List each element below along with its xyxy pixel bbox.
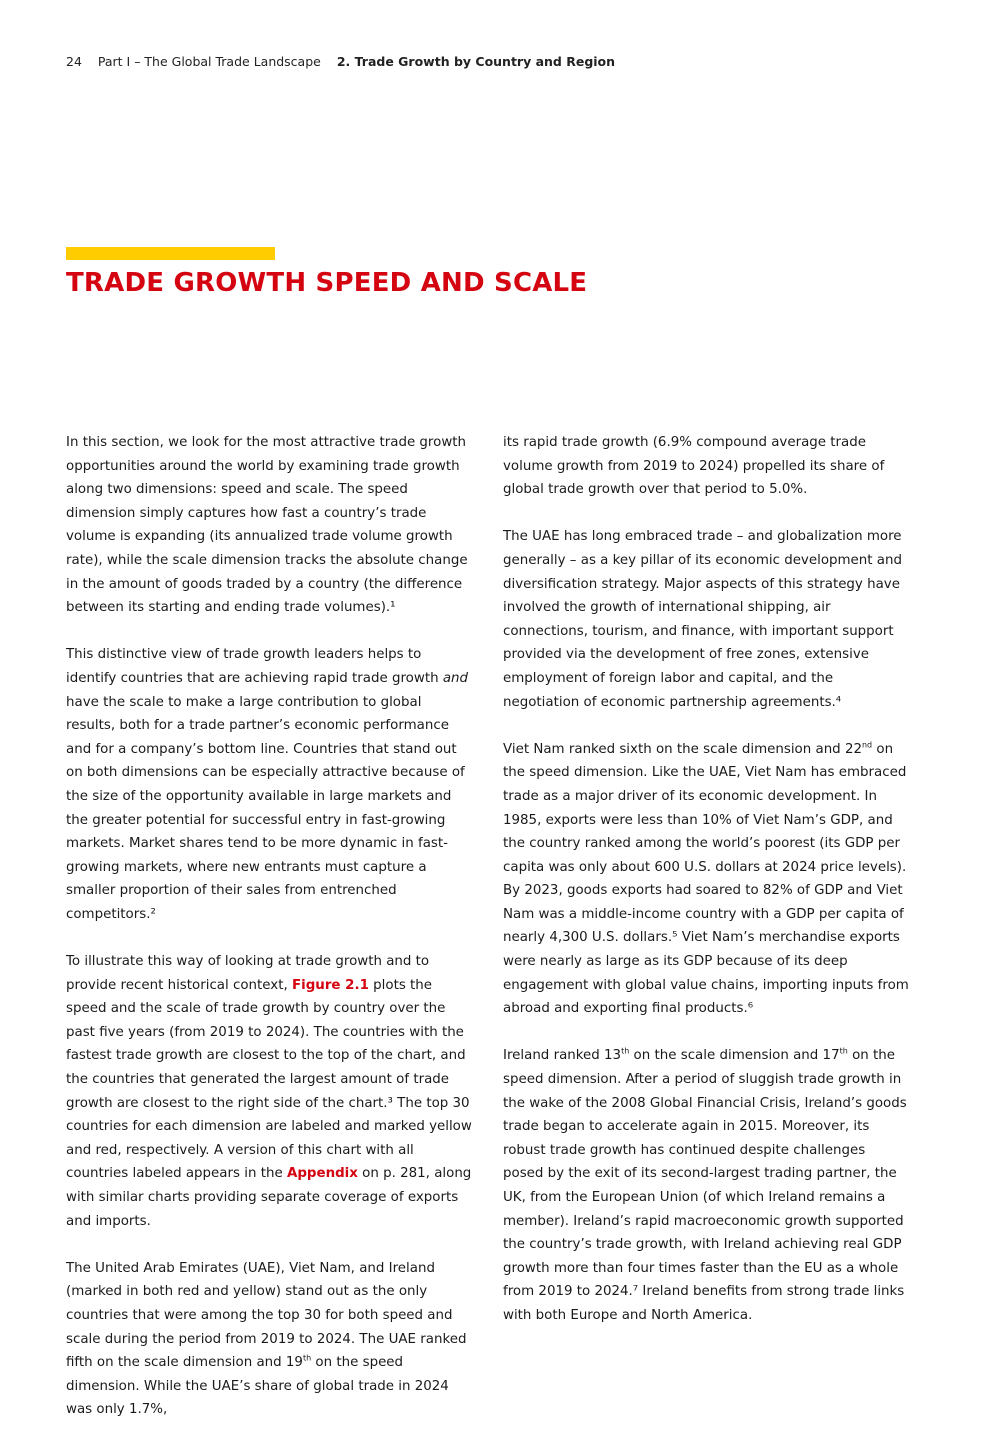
left-column xyxy=(66,431,472,1446)
emphasis-and: and xyxy=(442,670,469,686)
paragraph-uae-start: The United Arab Emirates (UAE), Viet Nam, and Ireland (marked in both red and yellow) stand out as the only countries that were among the top 30 for both speed and scale during the period from 2019 to 2024. The UAE ranked fifth on the scale dimension and 19th on the speed dimension. While the UAE’s share of global trade in 2024 was only 1.7%, xyxy=(66,1260,467,1418)
appendix-link[interactable]: Appendix xyxy=(286,1166,358,1182)
paragraph-ireland: Ireland ranked 13th on the scale dimension and 17th on the speed dimension. After a period of sluggish trade growth in the wake of the 2008 Global Financial Crisis, Ireland’s goods trade began to accelerate again in 2015. Moreover, its robust trade growth has continued despite challenges posed by the exit of its second-largest trading partner, the UK, from the European Union (of which Ireland remains a member). Ireland’s rapid macroeconomic growth supported the country’s trade growth, with Ireland achieving real GDP growth more than four times faster than the EU as a whole from 2019 to 2024.⁷ Ireland benefits from strong trade links with both Europe and North America. xyxy=(503,1046,907,1323)
section-title: TRADE GROWTH SPEED AND SCALE xyxy=(66,268,588,298)
paragraph-leaders: This distinctive view of trade growth leaders helps to identify countries that are achieving rapid trade growth and have the scale to make a large contribution to global results, both for a trade partner’s economic performance and for a company’s bottom line. Countries that stand out on both dimensions can be especially attractive because of the size of the opportunity available in large markets and the greater potential for successful entry in fast-growing markets. Market shares tend to be more dynamic in fast-growing markets, where new entrants must capture a smaller proportion of their sales from entrenched competitors.² xyxy=(66,647,469,922)
figure-2-1-link[interactable]: Figure 2.1 xyxy=(291,977,369,993)
part-label: Part I – The Global Trade Landscape xyxy=(97,54,321,69)
chapter-label: 2. Trade Growth by Country and Region xyxy=(336,54,616,69)
page-number: 24 xyxy=(66,54,82,69)
paragraph-figure-ref: To illustrate this way of looking at trade growth and to provide recent historical context, Figure 2.1 plots the speed and the scale of trade growth by country over the past five years (from 2019 to 2024). The countries with the fastest trade growth are closest to the top of the chart, and the countries that generated the largest amount of trade growth are closest to the right side of the chart.³ The top 30 countries for each dimension are labeled and marked yellow and red, respectively. A version of this chart with all countries labeled appears in the Appendix on p. 281, along with similar charts providing separate coverage of exports and imports. xyxy=(66,954,472,1229)
title-accent-bar xyxy=(66,247,275,260)
running-header xyxy=(66,54,615,69)
right-column xyxy=(503,431,909,1351)
paragraph-intro: In this section, we look for the most attractive trade growth opportunities around the world by examining trade growth along two dimensions: speed and scale. The speed dimension simply captures how fast a country’s trade volume is expanding (its annualized trade volume growth rate), while the scale dimension tracks the absolute change in the amount of goods traded by a country (the difference between its starting and ending trade volumes).¹ xyxy=(66,435,468,616)
paragraph-uae-strategy: The UAE has long embraced trade – and globalization more generally – as a key pillar of its economic development and diversification strategy. Major aspects of this strategy have involved the growth of international shipping, air connections, tourism, and finance, with important support provided via the development of free zones, extensive employment of foreign labor and capital, and the negotiation of economic partnership agreements.⁴ xyxy=(503,529,902,710)
paragraph-uae-cont: its rapid trade growth (6.9% compound average trade volume growth from 2019 to 2024) propelled its share of global trade growth over that period to 5.0%. xyxy=(503,435,885,498)
paragraph-viet-nam: Viet Nam ranked sixth on the scale dimension and 22nd on the speed dimension. Like the UAE, Viet Nam has embraced trade as a major driver of its economic development. In 1985, exports were less than 10% of Viet Nam’s GDP, and the country ranked among the world’s poorest (its GDP per capita was only about 600 U.S. dollars at 2024 price levels). By 2023, goods exports had soared to 82% of GDP and Viet Nam was a middle-income country with a GDP per capita of nearly 4,300 U.S. dollars.⁵ Viet Nam’s merchandise exports were nearly as large as its GDP because of its deep engagement with global value chains, importing inputs from abroad and exporting final products.⁶ xyxy=(503,740,909,1017)
